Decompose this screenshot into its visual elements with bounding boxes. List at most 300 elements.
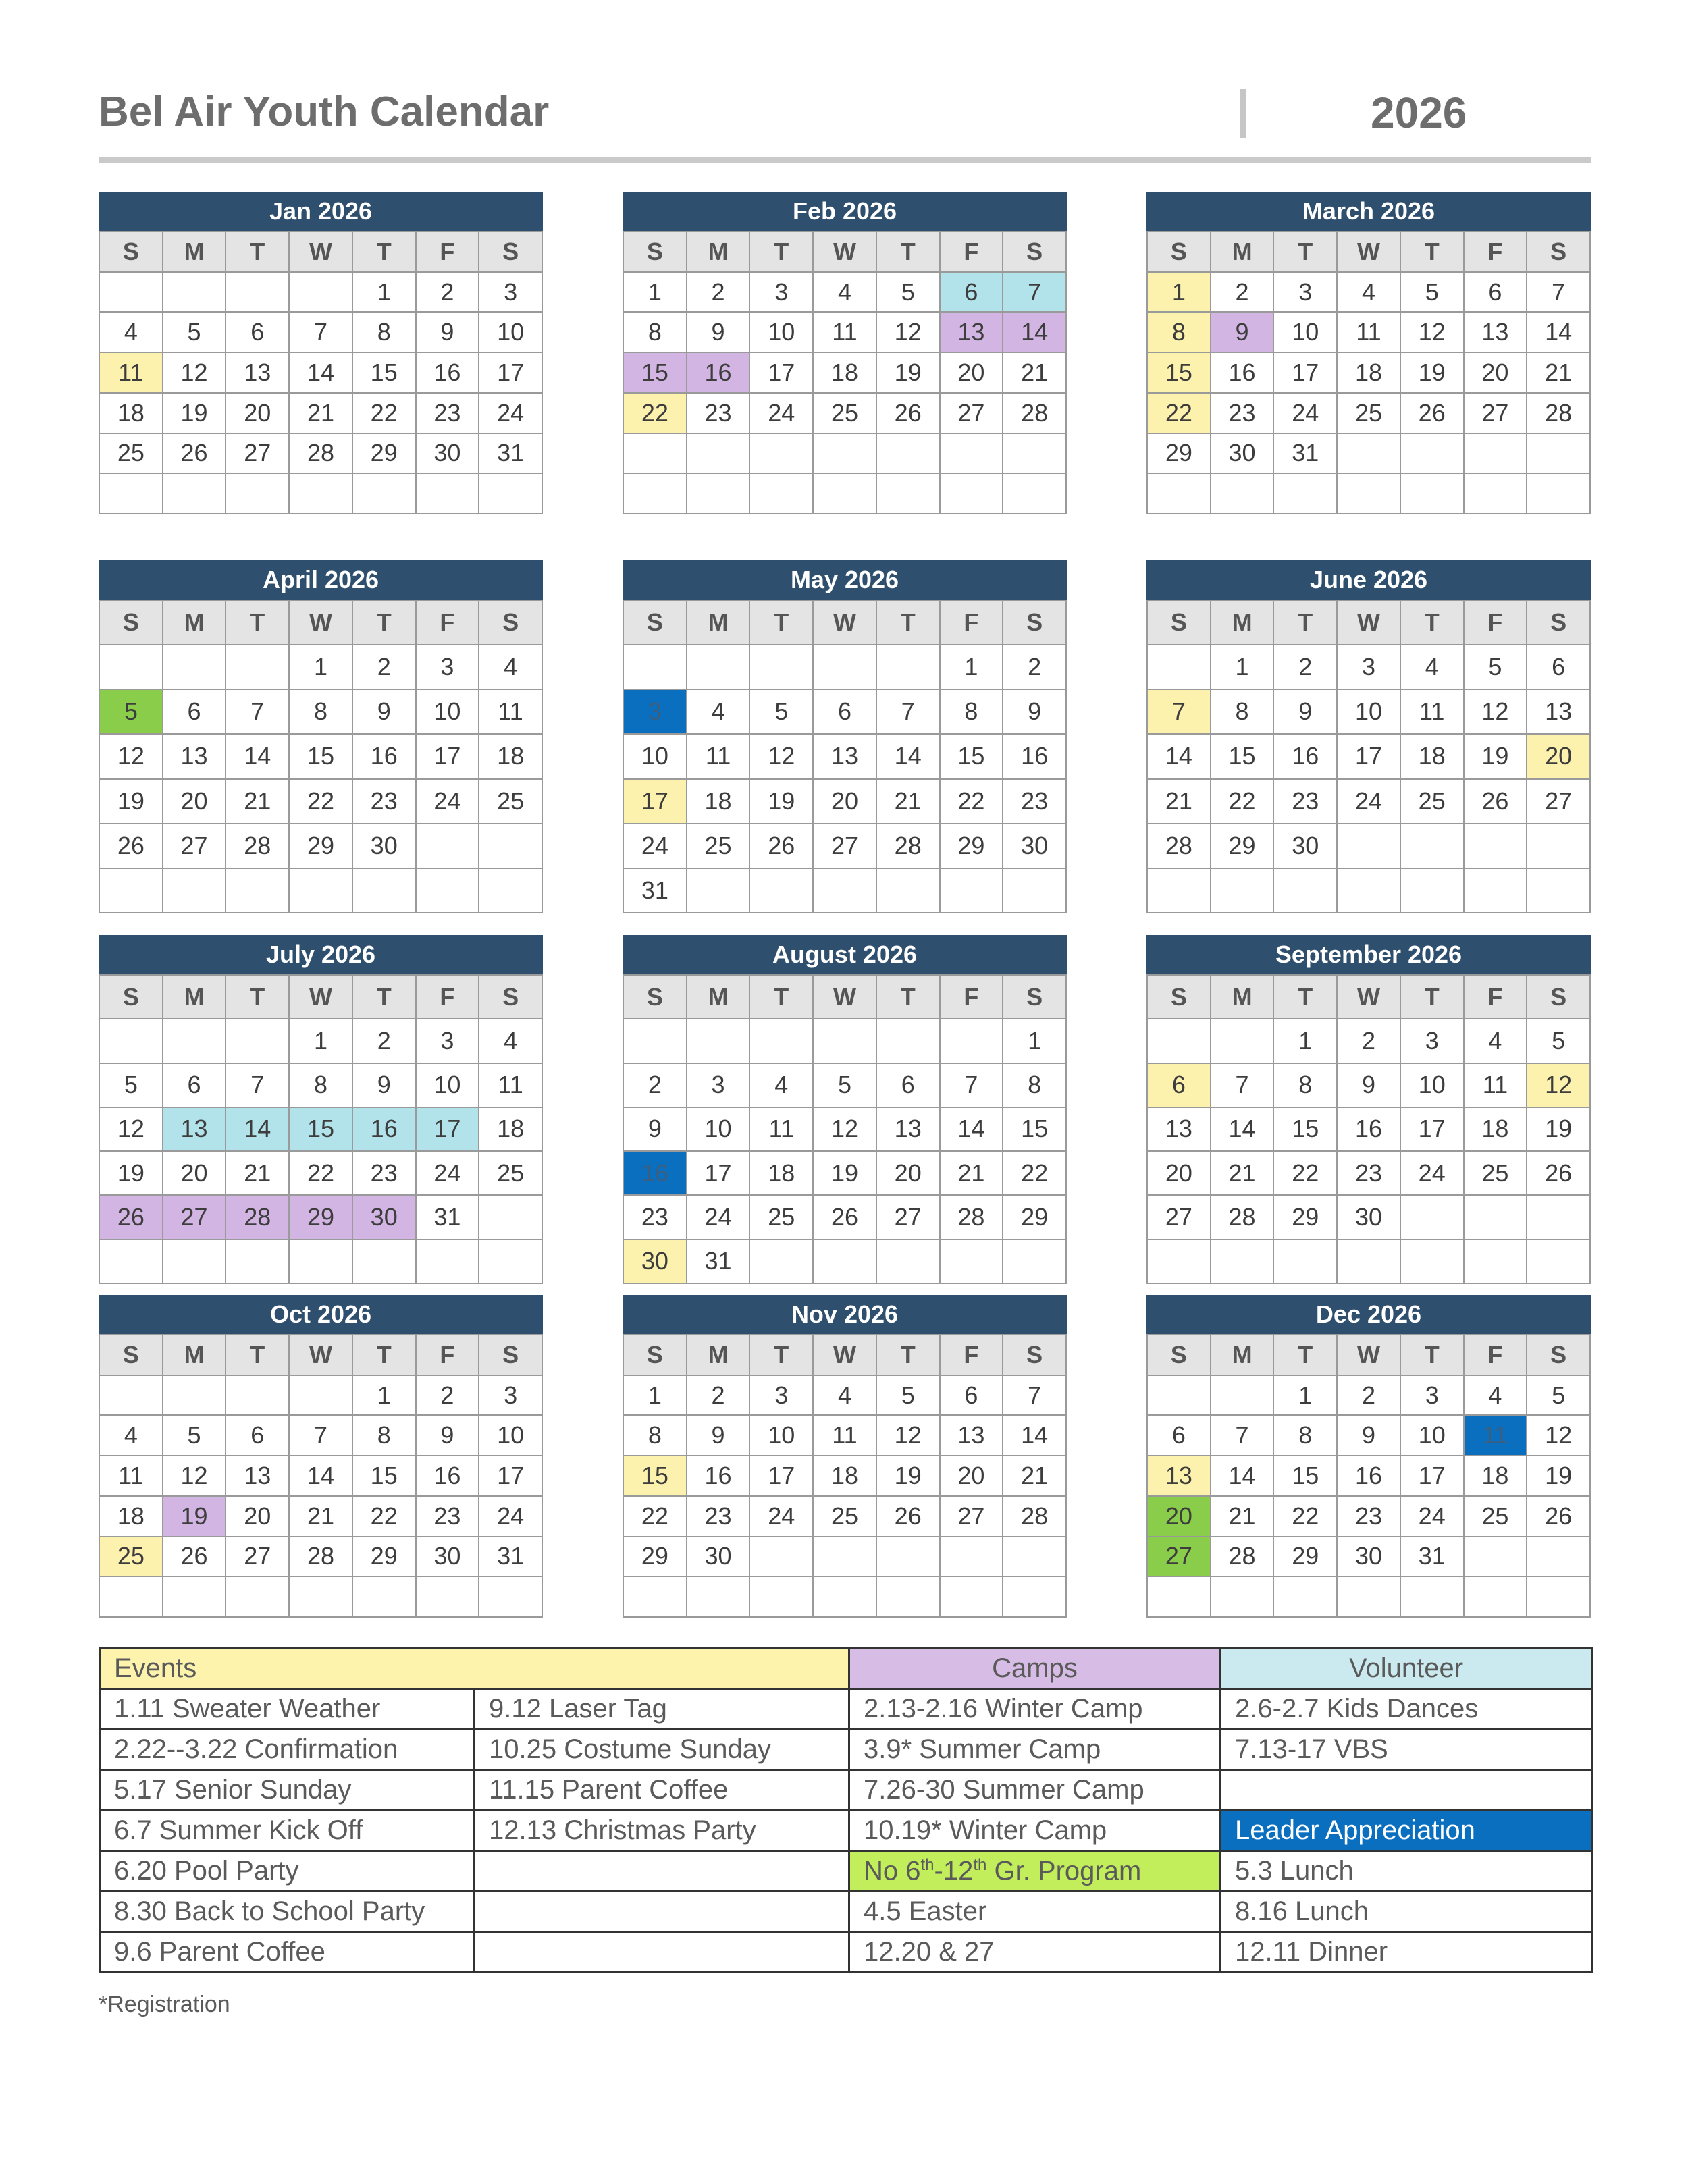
- empty-day-cell: [1338, 869, 1401, 913]
- day-cell: 27: [226, 434, 290, 475]
- weekday-label: M: [163, 232, 227, 273]
- weekday-label: S: [1527, 1335, 1591, 1376]
- month-title: June 2026: [1146, 560, 1591, 600]
- empty-day-cell: [100, 645, 163, 690]
- day-cell: 10: [1401, 1416, 1465, 1456]
- day-cell: 3: [750, 273, 814, 313]
- day-cell: 20: [163, 1152, 227, 1196]
- day-cell: 23: [1003, 780, 1067, 824]
- day-cell: 27: [163, 824, 227, 869]
- weekday-label: M: [687, 976, 751, 1019]
- day-cell: 13: [1148, 1456, 1211, 1497]
- empty-day-cell: [1401, 434, 1465, 475]
- day-cell: 30: [353, 1196, 417, 1240]
- empty-day-cell: [1003, 1240, 1067, 1284]
- legend-camps-header: Camps: [849, 1649, 1221, 1689]
- day-cell: 21: [290, 394, 353, 434]
- weekday-label: T: [1401, 232, 1465, 273]
- day-cell: 31: [417, 1196, 480, 1240]
- day-cell: 18: [814, 353, 877, 394]
- weekday-label: T: [877, 976, 941, 1019]
- day-cell: 18: [1465, 1456, 1528, 1497]
- empty-day-cell: [941, 1577, 1004, 1618]
- empty-day-cell: [941, 434, 1004, 475]
- day-cell: 28: [1527, 394, 1591, 434]
- day-cell: 18: [479, 735, 543, 779]
- day-cell: 14: [1211, 1108, 1275, 1152]
- empty-day-cell: [290, 273, 353, 313]
- day-cell: 21: [1211, 1152, 1275, 1196]
- empty-day-cell: [226, 1019, 290, 1063]
- weekday-label: W: [290, 1335, 353, 1376]
- month-calendar: [623, 560, 1067, 913]
- day-cell: 29: [353, 1537, 417, 1578]
- weekday-label: F: [1465, 232, 1528, 273]
- day-cell: 19: [1465, 735, 1528, 779]
- weekday-label: S: [624, 1335, 687, 1376]
- day-cell: 12: [1401, 313, 1465, 353]
- empty-day-cell: [417, 1577, 480, 1618]
- day-cell: 5: [163, 1416, 227, 1456]
- day-cell: 26: [163, 434, 227, 475]
- month-title: Jan 2026: [99, 192, 543, 231]
- weekday-label: S: [1527, 976, 1591, 1019]
- day-cell: 8: [1211, 690, 1275, 735]
- day-cell: 11: [100, 1456, 163, 1497]
- empty-day-cell: [941, 1240, 1004, 1284]
- day-cell: 12: [1465, 690, 1528, 735]
- day-cell: 8: [353, 1416, 417, 1456]
- day-cell: 10: [479, 1416, 543, 1456]
- day-cell: 7: [1148, 690, 1211, 735]
- day-cell: 24: [417, 780, 480, 824]
- day-cell: 25: [479, 1152, 543, 1196]
- day-cell: 6: [1527, 645, 1591, 690]
- empty-day-cell: [163, 474, 227, 514]
- day-cell: 3: [750, 1376, 814, 1416]
- month-grid: [99, 974, 543, 1284]
- day-cell: 16: [1211, 353, 1275, 394]
- day-cell: 26: [1465, 780, 1528, 824]
- day-cell: 10: [1401, 1064, 1465, 1108]
- empty-day-cell: [1465, 1537, 1528, 1578]
- day-cell: 31: [624, 869, 687, 913]
- day-cell: 19: [750, 780, 814, 824]
- legend-event: [475, 1932, 849, 1973]
- day-cell: 5: [1465, 645, 1528, 690]
- day-cell: 26: [100, 824, 163, 869]
- day-cell: 6: [1148, 1416, 1211, 1456]
- day-cell: 17: [1401, 1108, 1465, 1152]
- empty-day-cell: [624, 434, 687, 475]
- day-cell: 7: [1211, 1064, 1275, 1108]
- empty-day-cell: [226, 273, 290, 313]
- weekday-label: T: [353, 232, 417, 273]
- day-cell: 14: [1211, 1456, 1275, 1497]
- day-cell: 22: [1148, 394, 1211, 434]
- weekday-label: S: [479, 976, 543, 1019]
- weekday-label: T: [750, 601, 814, 645]
- day-cell: 18: [479, 1108, 543, 1152]
- day-cell: 14: [877, 735, 941, 779]
- day-cell: 8: [1003, 1064, 1067, 1108]
- day-cell: 29: [1274, 1537, 1338, 1578]
- day-cell: 7: [1003, 1376, 1067, 1416]
- day-cell: 2: [1003, 645, 1067, 690]
- day-cell: 21: [1003, 353, 1067, 394]
- day-cell: 26: [163, 1537, 227, 1578]
- day-cell: 8: [1274, 1416, 1338, 1456]
- day-cell: 31: [479, 434, 543, 475]
- empty-day-cell: [1338, 434, 1401, 475]
- day-cell: 26: [1401, 394, 1465, 434]
- day-cell: 6: [163, 690, 227, 735]
- weekday-label: W: [290, 601, 353, 645]
- day-cell: 14: [1003, 1416, 1067, 1456]
- day-cell: 8: [353, 313, 417, 353]
- day-cell: 9: [624, 1108, 687, 1152]
- weekday-label: S: [624, 232, 687, 273]
- legend-event: 5.17 Senior Sunday: [100, 1770, 475, 1811]
- day-cell: 13: [1148, 1108, 1211, 1152]
- empty-day-cell: [1401, 1196, 1465, 1240]
- day-cell: 23: [624, 1196, 687, 1240]
- month-title: Oct 2026: [99, 1295, 543, 1334]
- weekday-label: S: [1527, 232, 1591, 273]
- empty-day-cell: [750, 1537, 814, 1578]
- day-cell: 10: [417, 1064, 480, 1108]
- day-cell: 19: [163, 394, 227, 434]
- day-cell: 4: [1338, 273, 1401, 313]
- day-cell: 28: [1211, 1537, 1275, 1578]
- weekday-label: W: [1338, 601, 1401, 645]
- legend-events-header: Events: [100, 1649, 849, 1689]
- day-cell: 5: [1527, 1019, 1591, 1063]
- day-cell: 26: [1527, 1152, 1591, 1196]
- empty-day-cell: [1274, 1240, 1338, 1284]
- day-cell: 8: [290, 1064, 353, 1108]
- day-cell: 15: [290, 735, 353, 779]
- day-cell: 12: [100, 1108, 163, 1152]
- day-cell: 6: [163, 1064, 227, 1108]
- day-cell: 3: [1401, 1376, 1465, 1416]
- day-cell: 13: [1465, 313, 1528, 353]
- day-cell: 20: [1465, 353, 1528, 394]
- day-cell: 3: [1401, 1019, 1465, 1063]
- month-grid: [99, 231, 543, 514]
- legend-event: 2.22--3.22 Confirmation: [100, 1730, 475, 1770]
- day-cell: 25: [1338, 394, 1401, 434]
- empty-day-cell: [624, 645, 687, 690]
- weekday-label: T: [1401, 976, 1465, 1019]
- day-cell: 9: [353, 690, 417, 735]
- day-cell: 13: [226, 1456, 290, 1497]
- day-cell: 22: [353, 394, 417, 434]
- empty-day-cell: [1003, 474, 1067, 514]
- day-cell: 28: [290, 434, 353, 475]
- day-cell: 12: [1527, 1416, 1591, 1456]
- day-cell: 24: [750, 1497, 814, 1537]
- day-cell: 6: [941, 273, 1004, 313]
- empty-day-cell: [750, 1577, 814, 1618]
- day-cell: 4: [1465, 1376, 1528, 1416]
- empty-day-cell: [1465, 824, 1528, 869]
- day-cell: 26: [100, 1196, 163, 1240]
- weekday-label: F: [941, 976, 1004, 1019]
- day-cell: 6: [941, 1376, 1004, 1416]
- month-grid: [99, 1334, 543, 1618]
- empty-day-cell: [1003, 869, 1067, 913]
- day-cell: 1: [290, 645, 353, 690]
- day-cell: 19: [1401, 353, 1465, 394]
- month-calendar: [1146, 560, 1591, 913]
- day-cell: 13: [226, 353, 290, 394]
- empty-day-cell: [1003, 1537, 1067, 1578]
- empty-day-cell: [479, 869, 543, 913]
- day-cell: 11: [1401, 690, 1465, 735]
- month-calendar: [99, 1295, 543, 1618]
- empty-day-cell: [290, 474, 353, 514]
- month-title: August 2026: [623, 935, 1067, 974]
- empty-day-cell: [1338, 474, 1401, 514]
- day-cell: 7: [290, 313, 353, 353]
- day-cell: 27: [814, 824, 877, 869]
- day-cell: 18: [1465, 1108, 1528, 1152]
- empty-day-cell: [1211, 1376, 1275, 1416]
- day-cell: 2: [417, 1376, 480, 1416]
- empty-day-cell: [163, 1577, 227, 1618]
- day-cell: 30: [1274, 824, 1338, 869]
- day-cell: 28: [877, 824, 941, 869]
- day-cell: 18: [1401, 735, 1465, 779]
- day-cell: 11: [814, 313, 877, 353]
- weekday-label: M: [687, 601, 751, 645]
- month-calendar: [1146, 935, 1591, 1284]
- day-cell: 20: [941, 353, 1004, 394]
- legend-event: [475, 1892, 849, 1932]
- empty-day-cell: [624, 1577, 687, 1618]
- month-grid: [1146, 600, 1591, 913]
- empty-day-cell: [100, 1019, 163, 1063]
- day-cell: 2: [353, 1019, 417, 1063]
- day-cell: 14: [1527, 313, 1591, 353]
- empty-day-cell: [100, 1240, 163, 1284]
- empty-day-cell: [877, 1537, 941, 1578]
- day-cell: 4: [100, 313, 163, 353]
- day-cell: 1: [1211, 645, 1275, 690]
- weekday-label: M: [163, 1335, 227, 1376]
- legend-event: 12.13 Christmas Party: [475, 1811, 849, 1851]
- empty-day-cell: [1527, 869, 1591, 913]
- legend-event: 8.30 Back to School Party: [100, 1892, 475, 1932]
- day-cell: 28: [1003, 1497, 1067, 1537]
- day-cell: 18: [100, 1497, 163, 1537]
- day-cell: 15: [1148, 353, 1211, 394]
- day-cell: 28: [1148, 824, 1211, 869]
- day-cell: 27: [163, 1196, 227, 1240]
- empty-day-cell: [1148, 1240, 1211, 1284]
- weekday-label: M: [1211, 1335, 1275, 1376]
- empty-day-cell: [1338, 1577, 1401, 1618]
- day-cell: 25: [479, 780, 543, 824]
- day-cell: 16: [1338, 1108, 1401, 1152]
- empty-day-cell: [1338, 824, 1401, 869]
- day-cell: 29: [1274, 1196, 1338, 1240]
- empty-day-cell: [814, 434, 877, 475]
- day-cell: 24: [687, 1196, 751, 1240]
- empty-day-cell: [417, 869, 480, 913]
- weekday-label: T: [750, 976, 814, 1019]
- empty-day-cell: [1148, 1376, 1211, 1416]
- legend-leader: 5.3 Lunch: [1221, 1851, 1592, 1892]
- empty-day-cell: [750, 1240, 814, 1284]
- day-cell: 17: [1401, 1456, 1465, 1497]
- empty-day-cell: [941, 474, 1004, 514]
- day-cell: 3: [479, 1376, 543, 1416]
- empty-day-cell: [1003, 434, 1067, 475]
- day-cell: 19: [100, 780, 163, 824]
- day-cell: 2: [353, 645, 417, 690]
- weekday-label: S: [624, 601, 687, 645]
- day-cell: 7: [1211, 1416, 1275, 1456]
- day-cell: 17: [750, 1456, 814, 1497]
- day-cell: 10: [479, 313, 543, 353]
- empty-day-cell: [687, 474, 751, 514]
- day-cell: 28: [1211, 1196, 1275, 1240]
- day-cell: 5: [163, 313, 227, 353]
- day-cell: 24: [479, 394, 543, 434]
- day-cell: 11: [479, 1064, 543, 1108]
- weekday-label: W: [290, 976, 353, 1019]
- weekday-label: T: [226, 232, 290, 273]
- empty-day-cell: [226, 1240, 290, 1284]
- weekday-label: F: [941, 232, 1004, 273]
- day-cell: 26: [814, 1196, 877, 1240]
- day-cell: 10: [1338, 690, 1401, 735]
- weekday-label: T: [877, 232, 941, 273]
- day-cell: 1: [1148, 273, 1211, 313]
- day-cell: 4: [687, 690, 751, 735]
- month-calendar: [1146, 192, 1591, 514]
- month-grid: [623, 600, 1067, 913]
- month-title: July 2026: [99, 935, 543, 974]
- legend-leader: 12.11 Dinner: [1221, 1932, 1592, 1973]
- empty-day-cell: [290, 1240, 353, 1284]
- day-cell: 4: [1465, 1019, 1528, 1063]
- empty-day-cell: [100, 273, 163, 313]
- weekday-label: S: [100, 232, 163, 273]
- day-cell: 16: [1338, 1456, 1401, 1497]
- weekday-label: T: [1274, 1335, 1338, 1376]
- empty-day-cell: [290, 1376, 353, 1416]
- day-cell: 6: [814, 690, 877, 735]
- empty-day-cell: [941, 869, 1004, 913]
- day-cell: 17: [687, 1152, 751, 1196]
- empty-day-cell: [353, 869, 417, 913]
- day-cell: 6: [226, 1416, 290, 1456]
- weekday-label: T: [353, 601, 417, 645]
- day-cell: 1: [941, 645, 1004, 690]
- day-cell: 28: [1003, 394, 1067, 434]
- day-cell: 12: [163, 1456, 227, 1497]
- empty-day-cell: [100, 1376, 163, 1416]
- legend-event: 9.6 Parent Coffee: [100, 1932, 475, 1973]
- empty-day-cell: [226, 645, 290, 690]
- day-cell: 21: [1003, 1456, 1067, 1497]
- empty-day-cell: [814, 645, 877, 690]
- day-cell: 20: [163, 780, 227, 824]
- empty-day-cell: [814, 1019, 877, 1063]
- month-grid: [623, 974, 1067, 1284]
- day-cell: 24: [624, 824, 687, 869]
- day-cell: 25: [687, 824, 751, 869]
- day-cell: 1: [353, 1376, 417, 1416]
- day-cell: 22: [1274, 1152, 1338, 1196]
- day-cell: 8: [624, 1416, 687, 1456]
- weekday-label: T: [1274, 976, 1338, 1019]
- day-cell: 13: [814, 735, 877, 779]
- weekday-label: S: [1527, 601, 1591, 645]
- month-grid: [99, 600, 543, 913]
- day-cell: 2: [1211, 273, 1275, 313]
- day-cell: 6: [877, 1064, 941, 1108]
- day-cell: 16: [1274, 735, 1338, 779]
- day-cell: 10: [750, 1416, 814, 1456]
- empty-day-cell: [163, 1240, 227, 1284]
- empty-day-cell: [100, 1577, 163, 1618]
- empty-day-cell: [100, 869, 163, 913]
- day-cell: 18: [1338, 353, 1401, 394]
- empty-day-cell: [1211, 1240, 1275, 1284]
- day-cell: 15: [290, 1108, 353, 1152]
- month-title: Dec 2026: [1146, 1295, 1591, 1334]
- weekday-label: W: [814, 601, 877, 645]
- day-cell: 24: [1401, 1152, 1465, 1196]
- day-cell: 25: [814, 1497, 877, 1537]
- day-cell: 5: [877, 1376, 941, 1416]
- day-cell: 1: [624, 273, 687, 313]
- empty-day-cell: [1148, 1019, 1211, 1063]
- weekday-label: S: [100, 1335, 163, 1376]
- weekday-label: T: [877, 1335, 941, 1376]
- empty-day-cell: [417, 1240, 480, 1284]
- day-cell: 15: [624, 1456, 687, 1497]
- empty-day-cell: [479, 474, 543, 514]
- day-cell: 16: [353, 735, 417, 779]
- day-cell: 31: [687, 1240, 751, 1284]
- empty-day-cell: [226, 1376, 290, 1416]
- legend-no-program: 12.20 & 27: [849, 1932, 1221, 1973]
- day-cell: 30: [1003, 824, 1067, 869]
- empty-day-cell: [750, 869, 814, 913]
- day-cell: 7: [226, 1064, 290, 1108]
- day-cell: 8: [290, 690, 353, 735]
- empty-day-cell: [941, 1537, 1004, 1578]
- day-cell: 18: [814, 1456, 877, 1497]
- day-cell: 11: [814, 1416, 877, 1456]
- empty-day-cell: [814, 1537, 877, 1578]
- empty-day-cell: [877, 474, 941, 514]
- empty-day-cell: [226, 869, 290, 913]
- month-title: March 2026: [1146, 192, 1591, 231]
- day-cell: 20: [226, 1497, 290, 1537]
- legend-volunteer: 2.6-2.7 Kids Dances: [1221, 1689, 1592, 1730]
- day-cell: 7: [941, 1064, 1004, 1108]
- day-cell: 17: [479, 1456, 543, 1497]
- day-cell: 18: [750, 1152, 814, 1196]
- day-cell: 1: [290, 1019, 353, 1063]
- month-calendar: [623, 192, 1067, 514]
